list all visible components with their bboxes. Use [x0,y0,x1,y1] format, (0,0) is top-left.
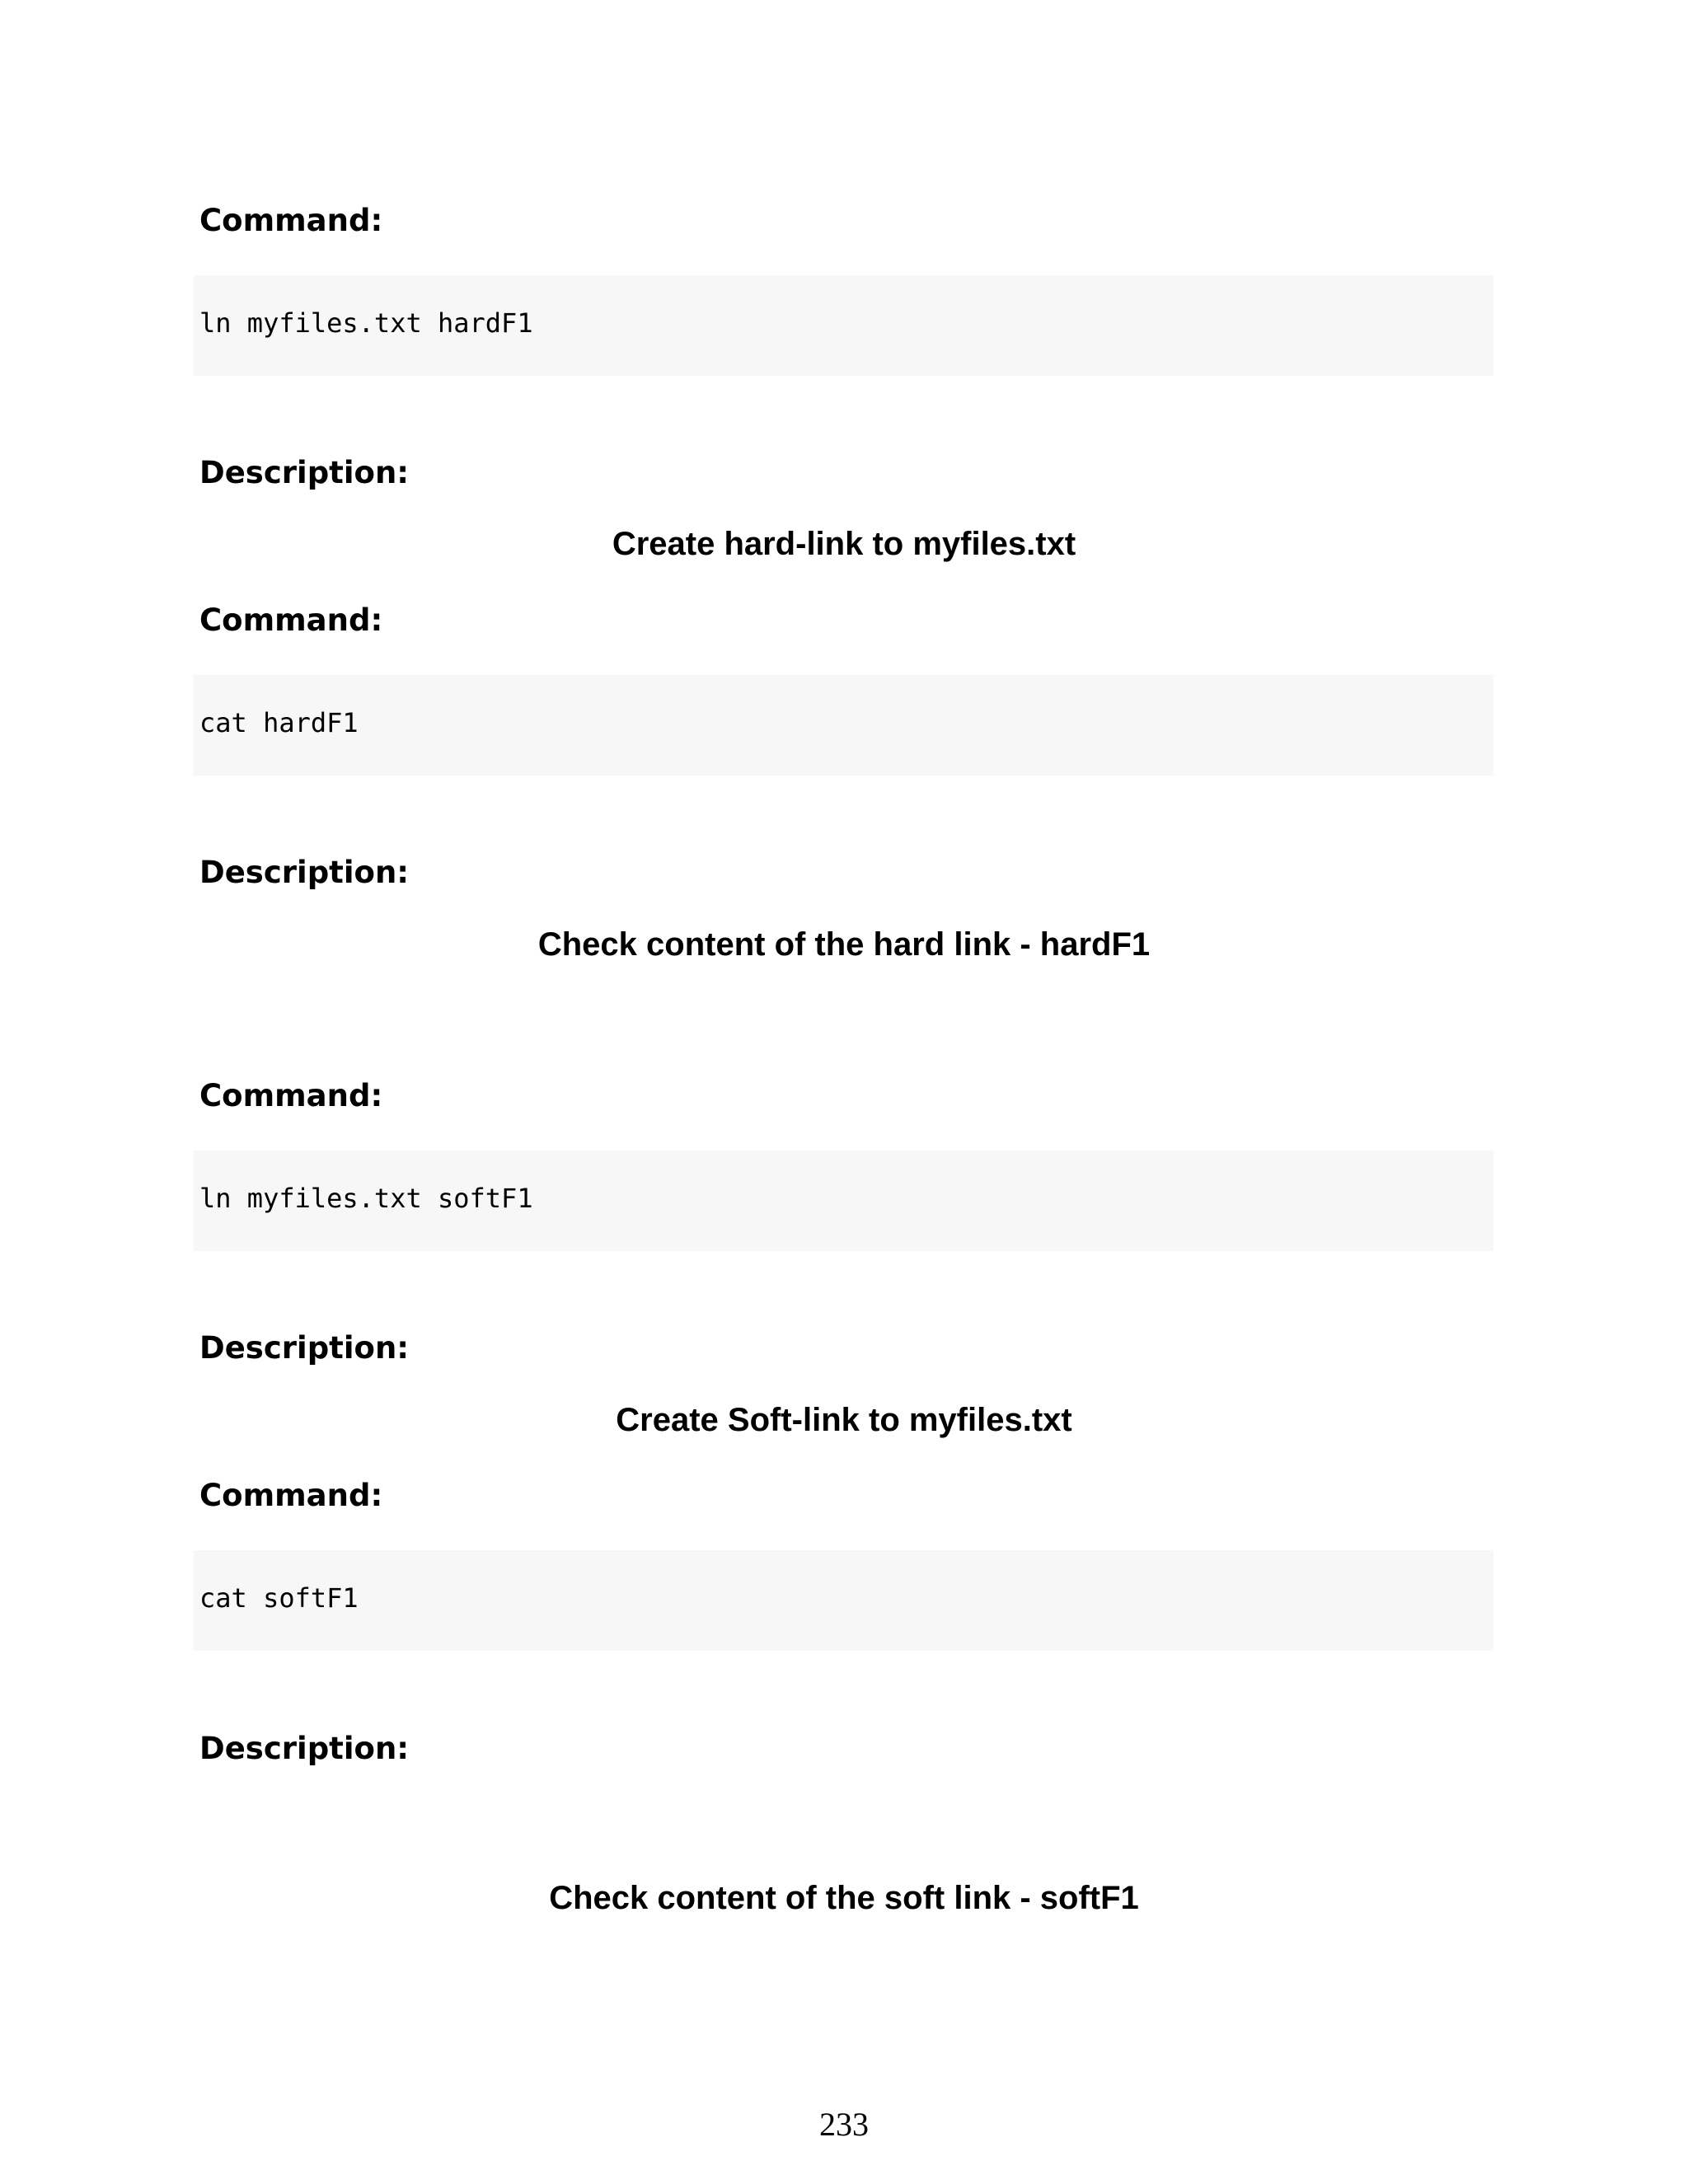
command-text: ln myfiles.txt softF1 [199,1183,533,1214]
code-block [194,1550,1493,1651]
command-text: cat hardF1 [199,707,359,738]
command-label: Command: [199,203,383,238]
code-block [194,1151,1493,1251]
command-label: Command: [199,1478,383,1513]
command-label: Command: [199,1078,383,1113]
page-number: 233 [819,2106,869,2143]
description-label: Description: [199,1330,410,1366]
code-block [194,275,1493,376]
description-text: Check content of the hard link - hardF1 [537,926,1151,963]
description-text: Create hard-link to myfiles.txt [612,526,1076,562]
description-label: Description: [199,1731,410,1766]
description-label: Description: [199,455,410,490]
description-label: Description: [199,855,410,890]
code-block [194,675,1493,776]
command-text: ln myfiles.txt hardF1 [199,307,533,339]
command-label: Command: [199,602,383,638]
description-text: Check content of the soft link - softF1 [549,1880,1139,1916]
description-text: Create Soft-link to myfiles.txt [616,1402,1072,1438]
command-text: cat softF1 [199,1582,359,1614]
